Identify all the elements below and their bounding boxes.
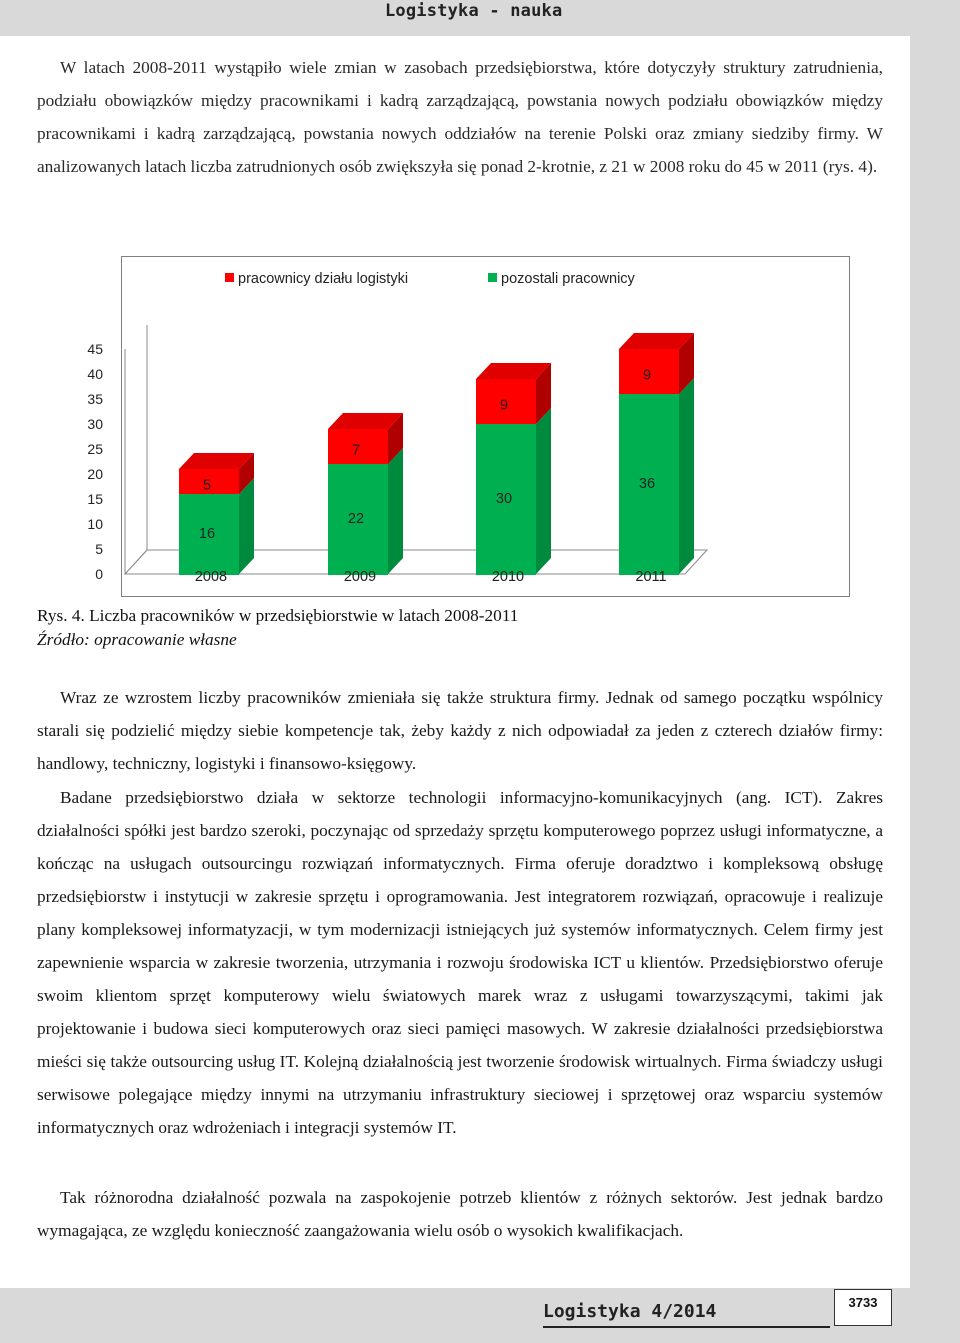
bar-others-side [239,478,254,574]
footer-bar [0,1288,960,1343]
journal-section-title: Logistyka - nauka [385,1,563,21]
legend-swatch-others [488,273,497,282]
paragraph-intro: W latach 2008-2011 wystąpiło wiele zmian w zasobach przedsiębiorstwa, które dotyczyły struktury zatrudnienia, podziału obowiązków między pracownikami i kadrą zarządzającą, powstania nowych podziału obowiązków między pracownikami i kadrą zarządzającą, powstania nowych oddziałów na terenie Polski oraz zmiany siedziby firmy. W analizowanych latach liczba zatrudnionych osób zwiększyła się ponad 2-krotnie, z 21 w 2008 roku do 45 w 2011 (rys. 4). [37,58,883,176]
data-label-others: 36 [638,476,656,492]
y-tick-label: 0 [95,566,103,582]
x-tick-label: 2010 [491,569,525,585]
data-label-others: 16 [198,526,216,542]
page-header [0,0,960,36]
y-tick-label: 20 [87,466,103,482]
paragraph-summary: Tak różnorodna działalność pozwala na zaspokojenie potrzeb klientów z różnych sektorów. Jest jednak bardzo wymagająca, ze względu konieczność zaangażowania wielu osób o wysokich kwalifikacjach. [37,1188,883,1240]
y-tick-label: 45 [87,341,103,357]
data-label-logistics: 9 [642,367,652,384]
legend-label-others: pozostali pracownicy [501,271,635,287]
bar-others-side [679,378,694,574]
paragraph-activity: Badane przedsiębiorstwo działa w sektorze technologii informacyjno-komunikacyjnych (ang. ICT). Zakres działalności spółki jest bardzo szeroki, poczynając od sprzedaży sprzętu komputerowego poprzez usługi informatyczne, a kończąc na usługach outsourcingu rozwiązań informatycznych. Firma oferuje doradztwo i kompleksową obsługę przedsiębiorstw i instytucji w zakresie sprzętu i oprogramowania. Jest integratorem rozwiązań, opracowuje i realizuje plany kompleksowej informatyzacji, w tym modernizacji istniejących już systemów informatycznych. Celem firmy jest zapewnienie wsparcia w zakresie tworzenia, utrzymania i rozwoju środowiska ICT u klientów. Przedsiębiorstwo oferuje swoim klientom sprzęt komputerowy wielu światowych marek wraz z usługami towarzyszącymi, takimi jak projektowanie i budowa sieci komputerowych oraz sieci pamięci masowych. W zakresie działalności przedsiębiorstwa mieści się także outsourcing usług IT. Kolejną działalnością jest tworzenie środowisk wirtualnych. Firma świadczy usługi serwisowe polegające między innymi na utrzymaniu infrastruktury sieciowej i sprzętowej oraz wsparciu systemów informatycznych oraz wdrożeniach i integracji systemów IT. [37,788,883,1137]
x-tick-label: 2011 [635,569,667,585]
legend-swatch-logistics [225,273,234,282]
bar-others-side [536,408,551,574]
journal-name: Logistyka 4/2014 [543,1301,717,1322]
data-label-others: 22 [347,511,365,527]
employees-chart [87,256,848,595]
y-tick-label: 30 [87,416,103,432]
y-tick-label: 25 [87,441,103,457]
bar-others-side [388,448,403,574]
paragraph-structure: Wraz ze wzrostem liczby pracowników zmieniała się także struktura firmy. Jednak od samego początku wspólnicy starali się podzielić między siebie kompetencje tak, żeby każdy z nich odpowiadał za jeden z czterech działów firmy: handlowy, techniczny, logistyki i finansowo-księgowy. [37,688,883,773]
y-tick-label: 35 [87,391,103,407]
y-tick-label: 5 [95,541,103,557]
y-tick-label: 40 [87,366,103,382]
axis-back-left [125,325,147,574]
page-number: 3733 [848,1295,878,1310]
legend-label-logistics: pracownicy działu logistyki [238,271,409,287]
figure-caption: Rys. 4. Liczba pracowników w przedsiębiorstwie w latach 2008-2011 [37,606,519,625]
y-tick-label: 10 [87,516,103,532]
x-tick-label: 2008 [194,569,228,585]
data-label-logistics: 7 [351,442,361,459]
x-tick-label: 2009 [343,569,377,585]
data-label-logistics: 5 [202,477,212,494]
figure-source: Źródło: opracowanie własne [37,630,237,649]
page-body [0,36,910,1288]
y-tick-label: 15 [87,491,103,507]
data-label-logistics: 9 [499,397,509,414]
plot-area [87,325,707,585]
journal-underline [543,1326,830,1328]
data-label-others: 30 [495,491,513,507]
